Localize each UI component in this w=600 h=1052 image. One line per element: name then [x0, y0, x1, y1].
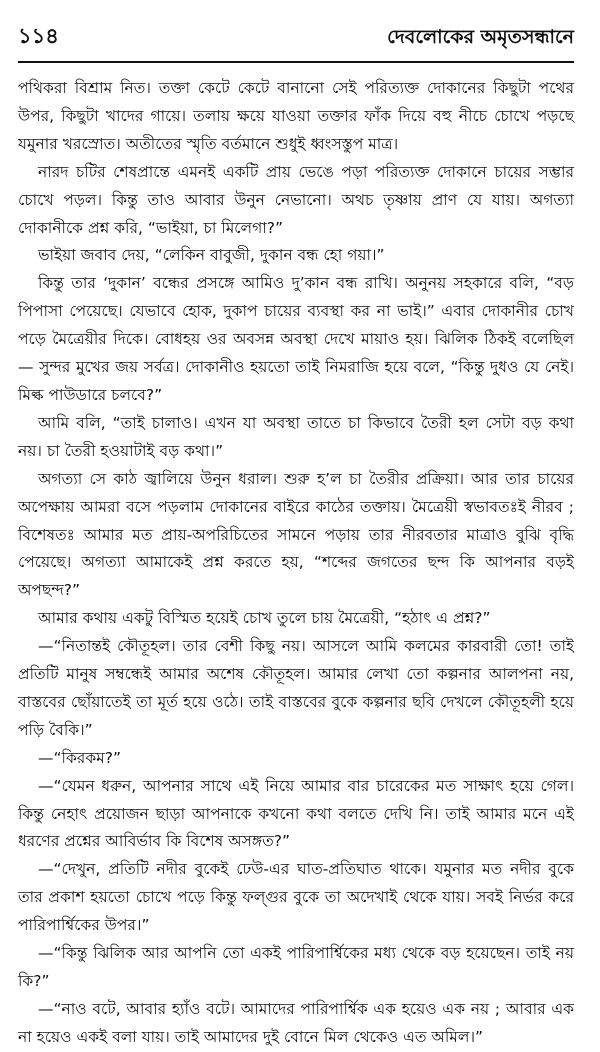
paragraph: —“নাও বটে, আবার হ্যাঁও বটে। আমাদের পারিপার্শ্বিক এক হয়েও এক নয় ; আবার এক না হয়েও একই বলা যায়। তাই আমাদের দুই বোনে মিল থেকেও এত অমিল।” — [18, 999, 574, 1046]
page-number: ১১৪ — [18, 24, 59, 48]
body-text — [18, 75, 574, 1052]
running-title: দেবলোকের অমৃতসন্ধানে — [387, 26, 574, 48]
paragraph: নারদ চটির শেষপ্রান্তে এমনই একটি প্রায় ভেঙে পড়া পরিত্যক্ত দোকানে চায়ের সম্ভার চোখে পড়ল। কিন্তু তাও আবার উনুন নেভানো। অথচ তৃষ্ণায় প্রাণ যে যায়। অগত্যা দোকানীকে প্রশ্ন করি, “ভাইয়া, চা মিলেগা?” — [18, 162, 574, 237]
paragraph: কিন্তু তার ‘দুকান’ বন্ধের প্রসঙ্গে আমিও দু’কান বন্ধ রাখি। অনুনয় সহকারে বলি, “বড় পিপাসা পেয়েছে। যেভাবে হোক, দুকাপ চায়ের ব্যবস্থা কর না ভাই।” এবার দোকানীর চোখ পড়ে মৈত্রেয়ীর দিকে। বোধহয় ওর অবসন্ন অবস্থা দেখে মায়াও হয়। ঝিলিক ঠিকই বলেছিল — সুন্দর মুখের জয় সর্বত্র। দোকানীও হয়তো তাই নিমরাজি হয়ে বলে, “কিন্তু দুধও যে নেই। মিল্ক পাউডারে চলবে?” — [18, 274, 574, 404]
page-header — [18, 20, 574, 63]
paragraph: ভাইয়া জবাব দেয়, “লেকিন বাবুজী, দুকান বন্ধ হো গয়া।” — [38, 246, 385, 265]
paragraph: আমি বলি, “তাই চালাও। এখন যা অবস্থা তাতে চা কিভাবে তৈরী হল সেটা বড় কথা নয়। চা তৈরী হওয়াটাই বড় কথা।” — [18, 413, 574, 460]
paragraph: —“কিরকম?” — [38, 748, 122, 767]
paragraph: পথিকরা বিশ্রাম নিত। তক্তা কেটে কেটে বানানো সেই পরিত্যক্ত দোকানের কিছুটা পথের উপর, কিছুটা খাদের গায়ে। তলায় ক্ষয়ে যাওয়া তক্তার ফাঁক দিয়ে বহু নীচে চোখে পড়ছে যমুনার খরস্রোত। অতীতের স্মৃতি বর্তমানে শুধুই ধ্বংসস্তুপ মাত্র। — [18, 79, 574, 153]
paragraph: আমার কথায় একটু বিস্মিত হয়েই চোখ তুলে চায় মৈত্রেয়ী, “হঠাৎ এ প্রশ্ন?” — [38, 609, 491, 628]
paragraph: —“কিন্তু ঝিলিক আর আপনি তো একই পারিপার্শ্বিকের মধ্য থেকে বড় হয়েছেন। তাই নয় কি?” — [18, 944, 574, 990]
paragraph: —“নিতান্তই কৌতূহল। তার বেশী কিছু নয়। আসলে আমি কলমের কারবারী তো! তাই প্রতিটি মানুষ সম্বন্ধেই আমার অশেষ কৌতূহল। আমার লেখা তো কল্পনার আলপনা নয়, বাস্তবের ছোঁয়াতেই তা মূর্ত হয়ে ওঠে। তাই বাস্তবের বুকে কল্পনার ছবি দেখলে কৌতূহলী হয়ে পড়ি বৈকি।” — [18, 637, 575, 739]
paragraph: —“দেখুন, প্রতিটি নদীর বুকেই ঢেউ-এর ঘাত-প্রতিঘাত থাকে। যমুনার মত নদীর বুকে তার প্রকাশ হয়তো চোখে পড়ে কিন্তু ফল্গুর বুকে তা অদেখাই থেকে যায়। সবই নির্ভর করে পারিপার্শ্বিকের উপর।” — [18, 860, 574, 935]
paragraph: অগত্যা সে কাঠ জ্বালিয়ে উনুন ধরাল। শুরু হ’ল চা তৈরীর প্রক্রিয়া। আর তার চায়ের অপেক্ষায় আমরা বসে পড়লাম দোকানের বাইরে কাঠের তক্তায়। মৈত্রেয়ী স্বভাবতঃই নীরব ; বিশেষতঃ আমার মত প্রায়-অপরিচিতের সামনে পড়ায় তার নীরবতার মাত্রাও বুঝি বৃদ্ধি পেয়েছে। অগত্যা আমাকেই প্রশ্ন করতে হয়, “শব্দের জগতের ছন্দ কি আপনার বড়ই অপছন্দ?” — [18, 469, 574, 600]
paragraph: —“যেমন ধরুন, আপনার সাথে এই নিয়ে আমার বার চারেকের মত সাক্ষাৎ হয়ে গেল। কিন্তু নেহাৎ প্রয়োজন ছাড়া আপনাকে কখনো কথা বলতে দেখি নি। তাই আমার মনে এই ধরণের প্রশ্নের আবির্ভাব কি বিশেষ অসঙ্গত?” — [18, 776, 574, 851]
